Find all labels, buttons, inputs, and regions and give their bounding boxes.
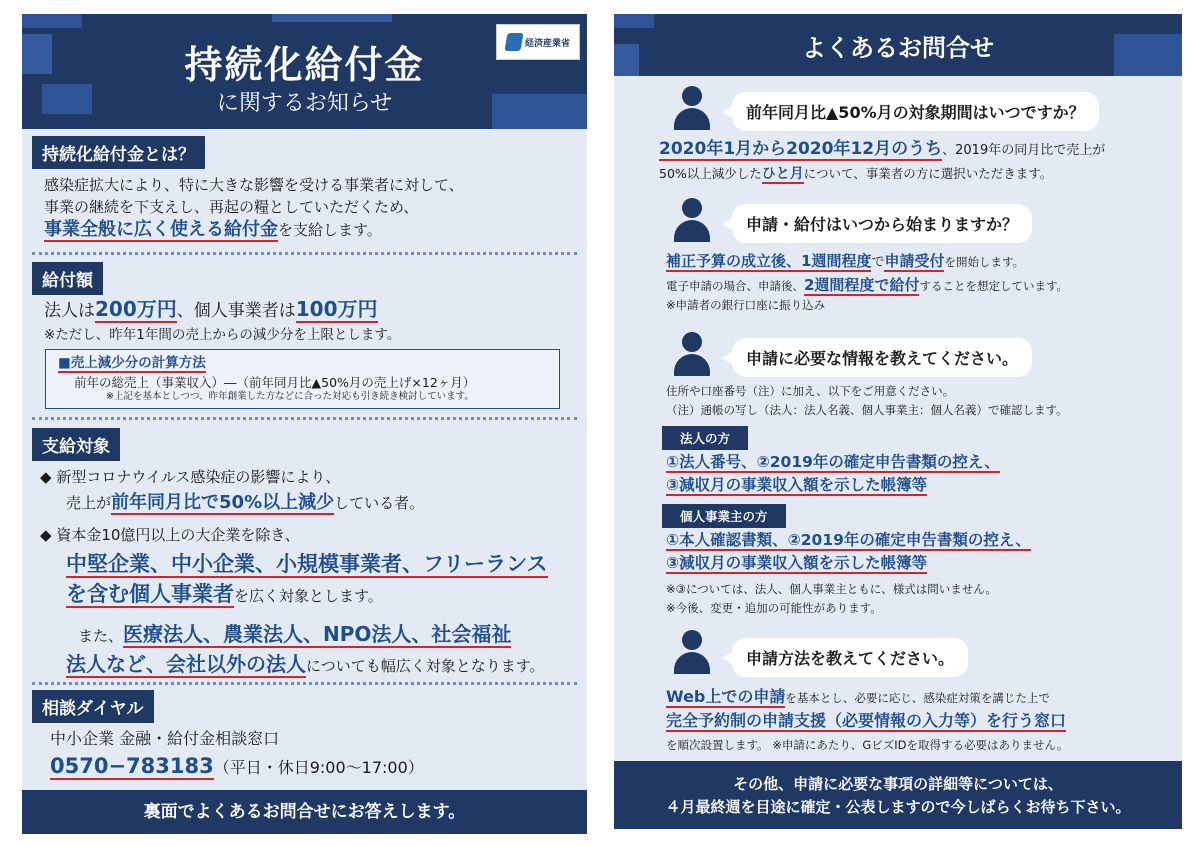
doc-note: ※③については、法人、個人事業主ともに、様式は問いません。 bbox=[666, 582, 997, 596]
section-label-eligibility: 支給対象 bbox=[32, 428, 120, 461]
presenter-person-icon bbox=[670, 198, 714, 242]
computer-person-icon bbox=[670, 630, 714, 674]
right-footer: その他、申請に必要な事項の詳細等については、 ４月最終週を目途に確定・公表しますので今しばらくお待ち下さい。 bbox=[614, 761, 1182, 829]
chef-person-icon bbox=[670, 86, 714, 130]
calc-title: ■売上減少分の計算方法 bbox=[58, 355, 206, 371]
left-footer: 裏面でよくあるお問合せにお答えします。 bbox=[22, 790, 587, 834]
about-text-line: 感染症拡大により、特に大きな影響を受ける事業者に対して、 bbox=[44, 176, 464, 194]
individual-doc-line: ③減収月の事業収入額を示した帳簿等 bbox=[666, 554, 928, 572]
worker-person-icon bbox=[670, 332, 714, 376]
right-header bbox=[614, 14, 1182, 76]
divider bbox=[32, 417, 577, 420]
individual-doc-line: ①本人確認書類、②2019年の確定申告書類の控え、 bbox=[666, 531, 1031, 549]
answer-line: 完全予約制の申請支援（必要情報の入力等）を行う窓口 bbox=[666, 711, 1067, 730]
answer-note: ※申請者の銀行口座に振り込み bbox=[666, 298, 826, 312]
doc-note: ※今後、変更・追加の可能性があります。 bbox=[666, 601, 882, 615]
question-bubble: 申請・給付はいつから始まりますか？ bbox=[732, 204, 1032, 243]
bullet-item-cont: 売上が前年同月比で50%以上減少している者。 bbox=[66, 492, 425, 513]
section-label-hotline: 相談ダイヤル bbox=[32, 690, 154, 723]
answer-line: 電子申請の場合、申請後、2週間程度で給付することを想定しています。 bbox=[666, 276, 1069, 294]
calc-formula: 前年の総売上（事業収入）―（前年同月比▲50%月の売上げ×12ヶ月） bbox=[74, 375, 476, 390]
flyer-title: 持続化給付金 bbox=[184, 43, 425, 87]
question-bubble: 申請に必要な情報を教えてください。 bbox=[732, 338, 1032, 377]
right-faq-page bbox=[614, 14, 1182, 829]
calc-method-box bbox=[45, 349, 560, 409]
bullet-item: ◆ 資本金10億円以上の大企業を除き、 bbox=[40, 526, 300, 544]
header-decoration bbox=[272, 14, 392, 22]
amount-note: ※ただし、昨年1年間の売上からの減少分を上限とします。 bbox=[44, 327, 401, 343]
hotline-name: 中小企業 金融・給付金相談窓口 bbox=[50, 729, 280, 748]
answer-line: Web上での申請を基本とし、必要に応じ、感染症対策を講じた上で bbox=[666, 687, 1050, 706]
question-bubble: 申請方法を教えてください。 bbox=[732, 638, 968, 677]
divider bbox=[32, 252, 577, 255]
meti-logo-icon bbox=[504, 33, 523, 51]
section-label-amount: 給付額 bbox=[32, 262, 103, 295]
bullet-item: ◆ 新型コロナウイルス感染症の影響により、 bbox=[40, 468, 341, 486]
left-flyer-page bbox=[22, 14, 587, 834]
answer-line: 住所や口座番号（注）に加え、以下をご用意ください。 bbox=[666, 384, 955, 398]
bullet-item-cont: 中堅企業、中小企業、小規模事業者、フリーランス bbox=[66, 552, 548, 576]
divider bbox=[32, 682, 577, 685]
faq-title: よくあるお問合せ bbox=[802, 34, 994, 62]
meti-logo: 経済産業省 bbox=[496, 24, 580, 60]
left-header bbox=[22, 14, 587, 129]
question-bubble: 前年同月比▲50%月の対象期間はいつですか？ bbox=[732, 92, 1099, 131]
header-decoration bbox=[614, 14, 654, 28]
answer-line: 50%以上減少したひと月について、事業者の方に選択いただきます。 bbox=[659, 166, 1053, 182]
bullet-item-cont: を含む個人事業者を広く対象とします。 bbox=[66, 582, 383, 606]
other-corp-line: 法人など、会社以外の法人についても幅広く対象となります。 bbox=[66, 652, 545, 676]
corp-label: 法人の方 bbox=[662, 426, 748, 450]
about-text-line: 事業の継続を下支えし、再起の糧としていただくため、 bbox=[44, 198, 419, 216]
answer-line: 2020年1月から2020年12月のうち、2019年の同月比で売上が bbox=[659, 139, 1106, 159]
answer-line: 補正予算の成立後、1週間程度で申請受付を開始します。 bbox=[666, 252, 1025, 270]
flyer-subtitle: に関するお知らせ bbox=[216, 91, 393, 116]
amount-line: 法人は200万円、個人事業者は100万円 bbox=[44, 297, 378, 321]
individual-label: 個人事業主の方 bbox=[662, 504, 786, 528]
answer-line: （注）通帳の写し（法人：法人名義、個人事業主：個人名義）で確認します。 bbox=[666, 403, 1068, 417]
corp-doc-line: ③減収月の事業収入額を示した帳簿等 bbox=[666, 476, 928, 494]
other-corp-line: また、医療法人、農業法人、NPO法人、社会福祉 bbox=[78, 622, 512, 646]
corp-doc-line: ①法人番号、②2019年の確定申告書類の控え、 bbox=[666, 453, 1000, 471]
answer-line: を順次設置します。 ※申請にあたり、GビズIDを取得する必要はありません。 bbox=[666, 738, 1069, 752]
header-decoration bbox=[22, 14, 82, 28]
calc-note: ※上記を基本としつつ、昨年創業した方などに合った対応も引き続き検討しています。 bbox=[106, 391, 474, 402]
hotline-number: 0570−783183（平日・休日9:00〜17:00） bbox=[50, 754, 424, 778]
section-label-about: 持続化給付金とは？ bbox=[32, 136, 205, 169]
about-text-line: 事業全般に広く使える給付金を支給します。 bbox=[44, 219, 382, 240]
